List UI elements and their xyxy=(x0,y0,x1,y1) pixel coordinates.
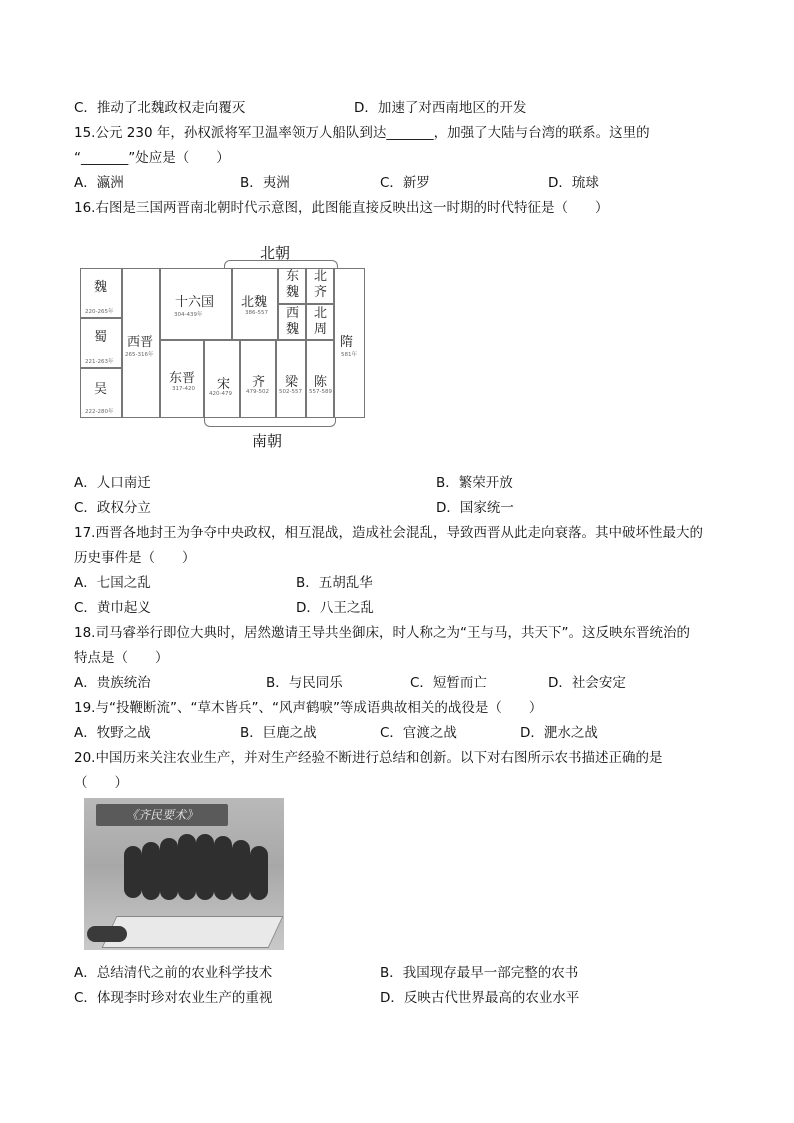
option-d[interactable]: D．国家统一 xyxy=(436,500,514,516)
name-dongjin: 东晋 xyxy=(169,371,196,386)
south-dynasties-label: 南朝 xyxy=(252,432,283,450)
name-shu: 蜀 xyxy=(94,330,108,345)
option-a[interactable]: A．七国之乱 xyxy=(74,575,151,591)
option-d[interactable]: D．社会安定 xyxy=(548,675,626,691)
name-beizhou: 北周 xyxy=(314,306,328,337)
years-wei: 220-265年 xyxy=(85,309,114,315)
option-a[interactable]: A．贵族统治 xyxy=(74,675,151,691)
option-b[interactable]: B．五胡乱华 xyxy=(296,575,373,591)
cell-shu xyxy=(80,318,122,368)
cell-shiliuguo xyxy=(160,268,232,340)
name-wei: 魏 xyxy=(94,280,108,295)
option-d[interactable]: D．八王之乱 xyxy=(296,600,374,616)
question-17-stem: 17.西晋各地封王为争夺中央政权，相互混战，造成社会混乱，导致西晋从此走向衰落。其中破坏性最大的 xyxy=(74,525,703,541)
name-shiliuguo: 十六国 xyxy=(175,295,215,310)
option-c[interactable]: C．政权分立 xyxy=(74,500,151,516)
scroll-roll xyxy=(178,834,196,900)
option-b[interactable]: B．我国现存最早一部完整的农书 xyxy=(380,965,579,981)
years-xijin: 265-316年 xyxy=(125,352,154,358)
scroll-roll xyxy=(160,838,178,900)
option-a[interactable]: A．牧野之战 xyxy=(74,725,151,741)
cell-dongwei xyxy=(278,268,306,304)
north-dynasties-label: 北朝 xyxy=(260,244,291,262)
name-chen: 陈 xyxy=(314,375,328,390)
question-20-stem: 20.中国历来关注农业生产，并对生产经验不断进行总结和创新。以下对右图所示农书描述正确的是 xyxy=(74,750,663,766)
years-shiliuguo: 304-439年 xyxy=(174,312,203,318)
cell-liang xyxy=(276,340,306,418)
question-15-stem-cont: “_______”处应是（ ） xyxy=(74,150,230,166)
option-a[interactable]: A．瀛洲 xyxy=(74,175,124,191)
option-c[interactable]: C．新罗 xyxy=(380,175,430,191)
cell-song xyxy=(204,340,240,418)
name-wu: 吴 xyxy=(94,382,108,397)
question-18-stem: 18.司马睿举行即位大典时，居然邀请王导共坐御床，时人称之为“王与马，共天下”。这反映东晋统治的 xyxy=(74,625,690,641)
option-d[interactable]: D．琉球 xyxy=(548,175,599,191)
question-19-stem: 19.与“投鞭断流”、“草木皆兵”、“风声鹤唳”等成语典故相关的战役是（ ） xyxy=(74,700,543,716)
dynasty-timeline-diagram xyxy=(80,240,370,455)
name-liang: 梁 xyxy=(285,375,299,390)
years-dongjin: 317-420 xyxy=(172,386,195,392)
option-c[interactable]: C．体现李时珍对农业生产的重视 xyxy=(74,990,273,1006)
cell-wei xyxy=(80,268,122,318)
unrolled-scroll xyxy=(102,916,284,948)
years-beiwei: 386-557 xyxy=(245,310,268,316)
cell-beiwei xyxy=(232,268,278,340)
option-a[interactable]: A．总结清代之前的农业科学技术 xyxy=(74,965,273,981)
option-d[interactable]: D．加速了对西南地区的开发 xyxy=(354,100,527,116)
name-beiwei: 北魏 xyxy=(241,295,268,310)
scroll-roll xyxy=(214,836,232,900)
book-scroll-photo xyxy=(84,798,284,950)
scroll-roll xyxy=(124,846,142,898)
option-d[interactable]: D．反映古代世界最高的农业水平 xyxy=(380,990,580,1006)
name-sui: 隋 xyxy=(340,335,354,350)
name-dongwei: 东魏 xyxy=(286,269,300,300)
cell-chen xyxy=(306,340,334,418)
option-a[interactable]: A．人口南迁 xyxy=(74,475,151,491)
scroll-roll xyxy=(196,834,214,900)
south-brace xyxy=(204,418,336,427)
option-b[interactable]: B．繁荣开放 xyxy=(436,475,513,491)
years-sui: 581年 xyxy=(341,352,357,358)
cell-dongjin xyxy=(160,340,204,418)
years-qi: 479-502 xyxy=(246,389,269,395)
cell-wu xyxy=(80,368,122,418)
cell-beizhou xyxy=(306,304,334,340)
cell-xijin xyxy=(122,268,160,418)
cell-sui xyxy=(334,268,365,418)
years-chen: 557-589 xyxy=(309,389,332,395)
name-qi: 齐 xyxy=(252,375,266,390)
option-c[interactable]: C．黄巾起义 xyxy=(74,600,151,616)
book-title-banner: 《齐民要术》 xyxy=(96,804,228,826)
name-xiwei: 西魏 xyxy=(286,306,300,337)
option-d[interactable]: D．淝水之战 xyxy=(520,725,598,741)
option-c[interactable]: C．短暂而亡 xyxy=(410,675,487,691)
scroll-roll xyxy=(142,842,160,900)
option-b[interactable]: B．巨鹿之战 xyxy=(240,725,317,741)
option-c[interactable]: C．官渡之战 xyxy=(380,725,457,741)
option-b[interactable]: B．与民同乐 xyxy=(266,675,343,691)
years-wu: 222-280年 xyxy=(85,409,114,415)
scroll-roll xyxy=(232,840,250,900)
name-xijin: 西晋 xyxy=(127,335,154,350)
question-18-stem-cont: 特点是（ ） xyxy=(74,650,169,666)
name-song: 宋 xyxy=(217,377,231,392)
question-15-stem: 15.公元 230 年，孙权派将军卫温率领万人船队到达_______，加强了大陆与台湾的联系。这里的 xyxy=(74,125,650,141)
scroll-roll xyxy=(250,846,268,900)
years-song: 420-479 xyxy=(209,391,232,397)
years-shu: 221-263年 xyxy=(85,359,114,365)
question-17-stem-cont: 历史事件是（ ） xyxy=(74,550,196,566)
option-c[interactable]: C．推动了北魏政权走向覆灭 xyxy=(74,100,246,116)
cell-beiqi xyxy=(306,268,334,304)
option-b[interactable]: B．夷洲 xyxy=(240,175,290,191)
question-16-stem: 16.右图是三国两晋南北朝时代示意图，此图能直接反映出这一时期的时代特征是（ ） xyxy=(74,200,609,216)
question-20-stem-cont: （ ） xyxy=(74,775,128,791)
name-beiqi: 北齐 xyxy=(314,269,328,300)
scroll-rod xyxy=(87,926,127,942)
cell-qi xyxy=(240,340,276,418)
years-liang: 502-557 xyxy=(279,389,302,395)
cell-xiwei xyxy=(278,304,306,340)
